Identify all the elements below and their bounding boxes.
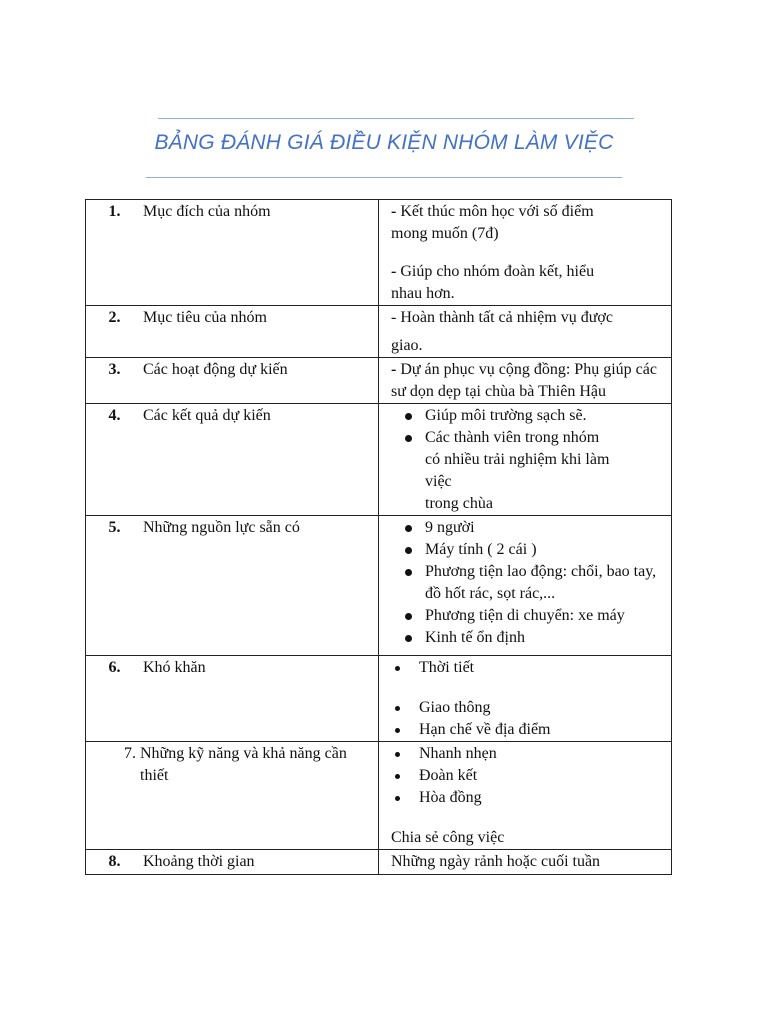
list-item: Hòa đồng xyxy=(391,787,665,809)
time-value: Những ngày rảnh hoặc cuối tuần xyxy=(391,853,601,870)
list-item: Hạn chế về địa điểm xyxy=(391,719,665,741)
title-rule-top xyxy=(158,118,634,119)
row-label-cell xyxy=(86,656,379,742)
list-item: Giao thông xyxy=(391,697,665,719)
row-label-cell xyxy=(86,306,379,358)
row-value-cell xyxy=(379,742,672,850)
row-number: 6. xyxy=(108,659,121,676)
list-item: Kinh tế ổn định xyxy=(379,627,659,649)
skill-extra: Chia sẻ công việc xyxy=(391,829,505,846)
list-item: Đoàn kết xyxy=(391,765,665,787)
row-label-cell xyxy=(86,200,379,306)
row-label: Khó khăn xyxy=(143,659,206,676)
row-number: 7. xyxy=(124,745,136,762)
row-label: Khoảng thời gian xyxy=(143,853,255,870)
list-item: Máy tính ( 2 cái ) xyxy=(379,539,659,561)
row-value-cell xyxy=(379,516,672,656)
row-label-cell xyxy=(86,742,379,850)
list-item: Giúp môi trường sạch sẽ. xyxy=(379,405,665,427)
activity-text: - Dự án phục vụ cộng đồng: Phụ giúp các sư dọn dẹp tại chùa bà Thiên Hậu xyxy=(391,361,657,400)
row-value-cell xyxy=(379,306,672,358)
row-number: 3. xyxy=(108,361,121,378)
row-label: Các hoạt động dự kiến xyxy=(143,361,288,378)
purpose-item: - Giúp cho nhóm đoàn kết, hiểu nhau hơn. xyxy=(391,263,595,302)
evaluation-table xyxy=(85,199,672,875)
list-item: Thời tiết xyxy=(391,657,665,679)
table-row xyxy=(86,200,672,306)
table-row xyxy=(86,850,672,875)
table-row xyxy=(86,358,672,404)
table-row xyxy=(86,516,672,656)
row-label: Các kết quả dự kiến xyxy=(143,407,271,424)
list-item: Nhanh nhẹn xyxy=(391,743,665,765)
row-label-cell xyxy=(86,516,379,656)
row-number: 2. xyxy=(108,309,121,326)
row-label: Mục tiêu của nhóm xyxy=(143,309,267,326)
list-item: Phương tiện lao động: chổi, bao tay, đồ hốt rác, sọt rác,... xyxy=(379,561,659,605)
row-label-cell xyxy=(86,404,379,516)
page-title: BẢNG ĐÁNH GIÁ ĐIỀU KIỆN NHÓM LÀM VIỆC xyxy=(154,131,614,154)
title-rule-bottom xyxy=(146,177,622,178)
row-label: Mục đích của nhóm xyxy=(143,203,271,220)
row-label-cell xyxy=(86,358,379,404)
table-row xyxy=(86,404,672,516)
table-row xyxy=(86,742,672,850)
table-row xyxy=(86,656,672,742)
row-label: Những kỹ năng và khả năng cần thiết xyxy=(140,745,347,784)
row-number: 8. xyxy=(108,853,121,870)
row-number: 5. xyxy=(108,519,121,536)
row-value-cell xyxy=(379,358,672,404)
table-row xyxy=(86,306,672,358)
list-item: Phương tiện di chuyển: xe máy xyxy=(379,605,659,627)
row-value-cell xyxy=(379,404,672,516)
objective-line: - Hoàn thành tất cả nhiệm vụ được xyxy=(391,309,613,326)
row-number: 4. xyxy=(108,407,121,424)
row-value-cell xyxy=(379,656,672,742)
row-number: 1. xyxy=(108,203,121,220)
row-value-cell xyxy=(379,200,672,306)
row-label-cell xyxy=(86,850,379,875)
purpose-item: - Kết thúc môn học với số điểm mong muốn (7đ) xyxy=(391,203,594,242)
row-value-cell xyxy=(379,850,672,875)
list-item-continuation: trong chùa xyxy=(425,495,493,512)
row-label: Những nguồn lực sẵn có xyxy=(143,519,300,536)
objective-line: giao. xyxy=(391,337,423,354)
list-item: Các thành viên trong nhóm có nhiều trải nghiệm khi làm việc xyxy=(379,427,665,493)
list-item: 9 người xyxy=(379,517,659,539)
